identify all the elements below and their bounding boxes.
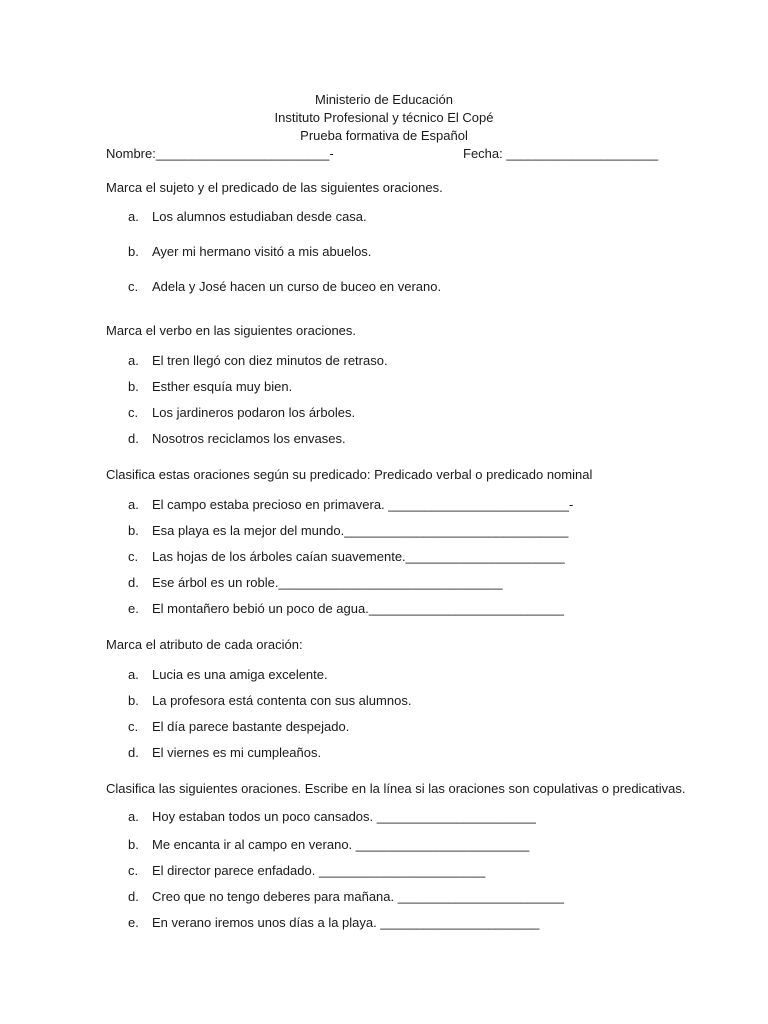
item-text: La profesora está contenta con sus alumnos.	[152, 693, 412, 708]
section-4-item-c	[128, 718, 349, 736]
item-text: Los alumnos estudiaban desde casa.	[152, 209, 367, 224]
item-marker: b.	[128, 379, 139, 394]
item-marker: a.	[128, 809, 139, 824]
item-text: El día parece bastante despejado.	[152, 719, 350, 734]
item-text: El director parece enfadado. _______________________	[152, 863, 486, 878]
section-5-item-e	[128, 914, 539, 932]
section-1-item-a	[128, 208, 367, 226]
item-marker: c.	[128, 719, 139, 734]
item-marker: c.	[128, 405, 139, 420]
section-4-item-b	[128, 692, 411, 710]
test-title: Prueba formativa de Español	[300, 128, 468, 143]
item-text: Creo que no tengo deberes para mañana. _______________________	[152, 889, 565, 904]
section-1-item-c	[128, 278, 441, 296]
section-4-item-a	[128, 666, 328, 684]
section-4-item-d	[128, 744, 321, 762]
section-5-item-a	[128, 808, 536, 826]
item-marker: c.	[128, 549, 139, 564]
item-marker: c.	[128, 279, 139, 294]
item-marker: b.	[128, 693, 139, 708]
section-5-item-b	[128, 836, 529, 854]
item-marker: a.	[128, 353, 139, 368]
item-text: Las hojas de los árboles caían suavemente.______________________	[152, 549, 565, 564]
item-text: En verano iremos unos días a la playa. ______________________	[152, 915, 540, 930]
item-marker: e.	[128, 601, 139, 616]
item-marker: b.	[128, 244, 139, 259]
item-marker: d.	[128, 575, 139, 590]
ministry-title: Ministerio de Educación	[314, 92, 454, 107]
item-text: El montañero bebió un poco de agua.___________________________	[152, 601, 565, 616]
section-2-item-b	[128, 378, 292, 396]
section-1-prompt: Marca el sujeto y el predicado de las siguientes oraciones.	[106, 180, 443, 195]
item-marker: d.	[128, 431, 139, 446]
section-3-prompt: Clasifica estas oraciones según su predicado: Predicado verbal o predicado nominal	[106, 467, 593, 482]
item-marker: c.	[128, 863, 139, 878]
item-text: Hoy estaban todos un poco cansados. ______________________	[152, 809, 536, 824]
section-3-item-c	[128, 548, 565, 566]
item-text: Ayer mi hermano visitó a mis abuelos.	[152, 244, 372, 259]
section-3-item-d	[128, 574, 503, 592]
section-3-item-a	[128, 496, 573, 514]
item-marker: a.	[128, 209, 139, 224]
section-1-item-b	[128, 243, 371, 261]
section-5-item-c	[128, 862, 485, 880]
item-text: Nosotros reciclamos los envases.	[152, 431, 346, 446]
item-marker: a.	[128, 667, 139, 682]
item-marker: d.	[128, 889, 139, 904]
item-marker: b.	[128, 837, 139, 852]
section-2-item-a	[128, 352, 388, 370]
section-3-item-e	[128, 600, 564, 618]
section-2-prompt: Marca el verbo en las siguientes oraciones.	[106, 323, 357, 338]
item-text: El tren llegó con diez minutos de retraso.	[152, 353, 388, 368]
item-text: Adela y José hacen un curso de buceo en verano.	[152, 279, 442, 294]
item-text: Ese árbol es un roble._______________________________	[152, 575, 503, 590]
item-text: El campo estaba precioso en primavera. _________________________-	[152, 497, 574, 512]
date-field[interactable]: Fecha: _____________________	[463, 146, 659, 161]
section-5-prompt: Clasifica las siguientes oraciones. Escribe en la línea si las oraciones son copulativas o predicativas.	[106, 781, 686, 796]
item-text: Esa playa es la mejor del mundo._______________________________	[152, 523, 569, 538]
item-text: Esther esquía muy bien.	[152, 379, 293, 394]
item-marker: d.	[128, 745, 139, 760]
item-marker: e.	[128, 915, 139, 930]
item-text: Me encanta ir al campo en verano. ________________________	[152, 837, 530, 852]
section-5-item-d	[128, 888, 564, 906]
item-marker: b.	[128, 523, 139, 538]
item-text: El viernes es mi cumpleaños.	[152, 745, 322, 760]
item-marker: a.	[128, 497, 139, 512]
name-field[interactable]: Nombre:________________________-	[106, 146, 334, 161]
section-2-item-d	[128, 430, 346, 448]
section-3-item-b	[128, 522, 568, 540]
item-text: Los jardineros podaron los árboles.	[152, 405, 356, 420]
section-4-prompt: Marca el atributo de cada oración:	[106, 637, 303, 652]
item-text: Lucia es una amiga excelente.	[152, 667, 328, 682]
section-2-item-c	[128, 404, 355, 422]
institute-title: Instituto Profesional y técnico El Copé	[274, 110, 494, 125]
